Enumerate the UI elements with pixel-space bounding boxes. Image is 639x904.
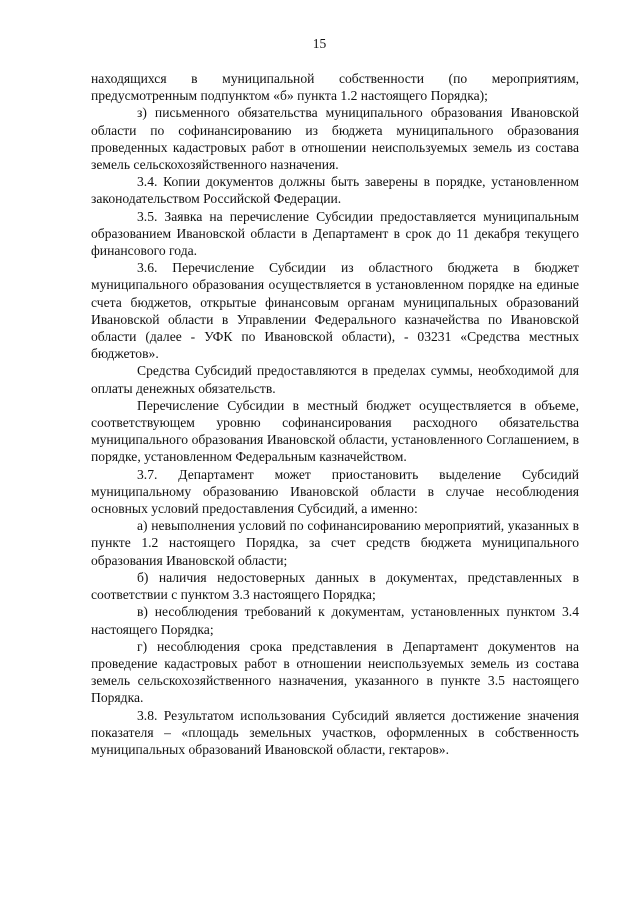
paragraph-3-5: 3.5. Заявка на перечисление Субсидии предоставляется муниципальным образованием Ивановской области в Департамент в срок до 11 декабря текущего финансового года.	[91, 208, 579, 259]
paragraph-item-a: а) невыполнения условий по софинансированию мероприятий, указанных в пункте 1.2 настоящего Порядка, за счет средств бюджета муниципального образования Ивановской области;	[91, 518, 579, 568]
paragraph-3-4: 3.4. Копии документов должны быть заверены в порядке, установленном законодательством Российской Федерации.	[91, 174, 579, 207]
page-number: 15	[312, 36, 327, 51]
paragraph-3-6: 3.6. Перечисление Субсидии из областного бюджета в бюджет муниципального образования осуществляется в установленном порядке на единые счета бюджетов, открытые финансовым органам муниципальных образований Ивановской области в Управлении Федерального казначейства по Ивановской области (далее - УФК по Ивановской области), - 03231 «Средства местных бюджетов».	[91, 260, 579, 362]
paragraph-subsidy-funds: Средства Субсидий предоставляются в пределах суммы, необходимой для оплаты денежных обязательств.	[91, 363, 579, 396]
paragraph-item-v: в) несоблюдения требований к документам, установленных пунктом 3.4 настоящего Порядка;	[91, 604, 579, 637]
paragraph-transfer-local-budget: Перечисление Субсидии в местный бюджет осуществляется в объеме, соответствующем уровню софинансирования расходного обязательства муниципального образования Ивановской области, установленного Соглашением, в порядке, установленном Федеральным казначейством.	[91, 397, 579, 465]
paragraph-item-g: г) несоблюдения срока представления в Департамент документов на проведение кадастровых работ в отношении неиспользуемых земель из состава земель сельскохозяйственного назначения, указанного в пункте 3.5 настоящего Порядка.	[91, 638, 579, 706]
paragraph-item-b: б) наличия недостоверных данных в документах, представленных в соответствии с пунктом 3.3 настоящего Порядка;	[91, 569, 579, 603]
paragraph-item-z: з) письменного обязательства муниципального образования Ивановской области по софинансированию из бюджета муниципального образования проведенных кадастровых работ в отношении неиспользуемых земель из состава земель сельскохозяйственного назначения.	[91, 105, 579, 173]
paragraph-3-8: 3.8. Результатом использования Субсидий является достижение значения показателя – «площадь земельных участков, оформленных в собственность муниципальных образований Ивановской области, гектаров».	[91, 707, 579, 757]
paragraph-continuation: находящихся в муниципальной собственности (по мероприятиям, предусмотренным подпунктом «б» пункта 1.2 настоящего Порядка);	[91, 71, 579, 104]
document-body	[91, 70, 579, 758]
paragraph-3-7: 3.7. Департамент может приостановить выделение Субсидий муниципальному образованию Ивановской области в случае несоблюдения основных условий предоставления Субсидий, а именно:	[91, 466, 579, 517]
